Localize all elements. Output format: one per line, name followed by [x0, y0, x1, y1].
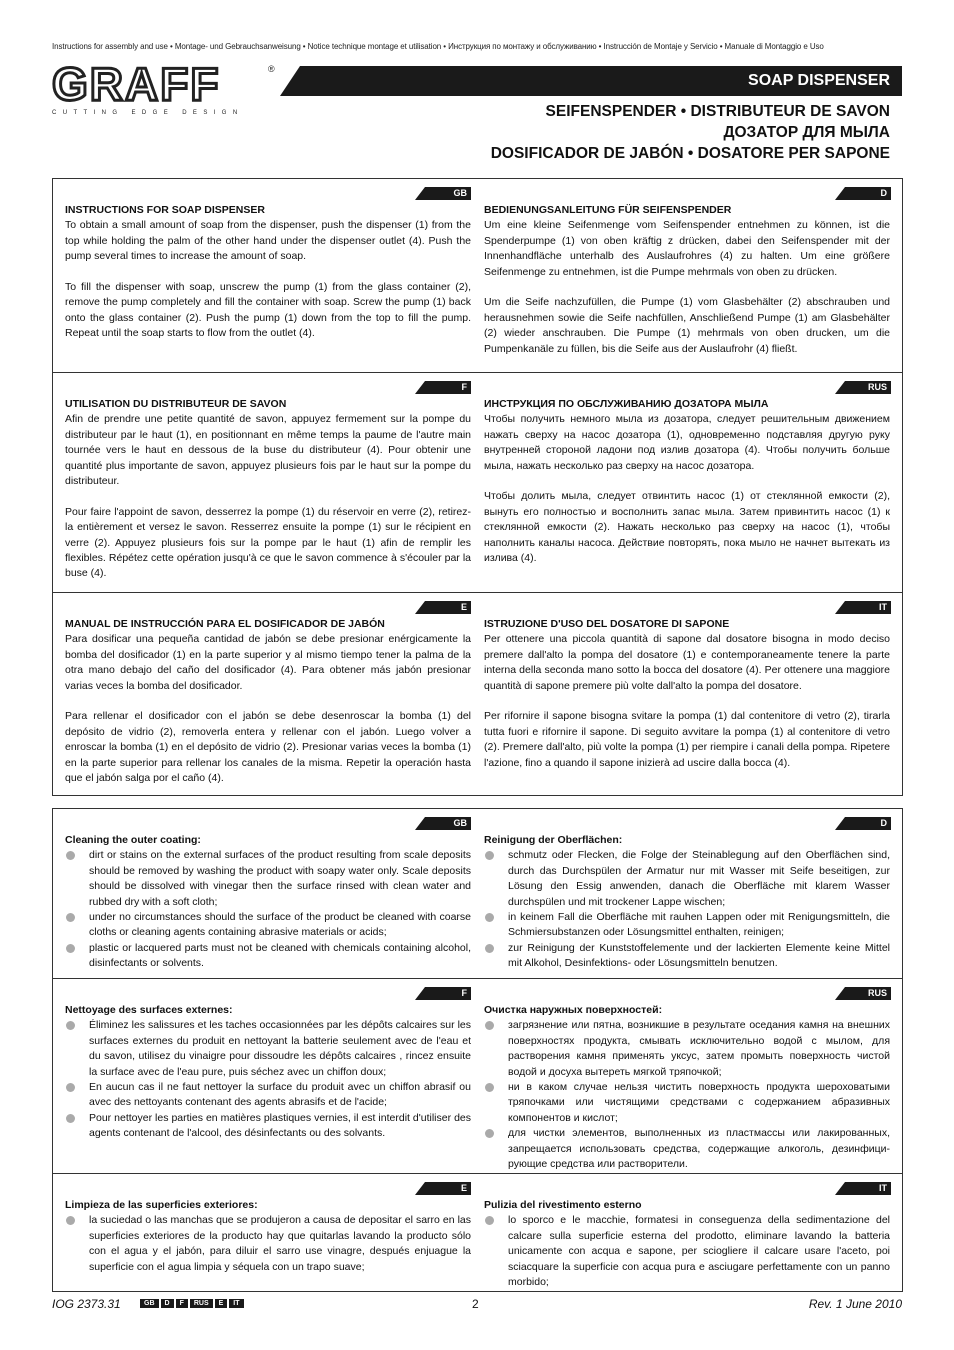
bullet-list [65, 848, 471, 971]
section-heading: ИНСТРУКЦИЯ ПО ОБСЛУЖИВАНИЮ ДОЗАТОРА МЫЛА [484, 398, 769, 410]
paragraph: Per ottenere una piccola quantità di sapone dal dosatore bisogna in modo deciso premere dall'alto la pompa del dosatore (1) e contemporaneamente tenere la parte interna della seconda mano sotto la bocca del dosatore (4). Per ottenere una maggiore quantità di sapone premere più volte dall'alto la pompa del dosatore. [484, 633, 890, 692]
paragraph: To fill the dispenser with soap, unscrew the pump (1) from the glass container (2), remove the pump completely and fill the container with soap. Screw the pump (1) back onto the glass container (2). Push the pump (1) down from the top to fill the pump. Repeat until the soap starts to flow from the outlet (4). [65, 281, 471, 340]
section-heading: Nettoyage des surfaces externes: [65, 1004, 233, 1016]
section-heading: BEDIENUNGSANLEITUNG FÜR SEIFENSPENDER [484, 204, 732, 216]
footer-lang-tag: F [176, 1299, 188, 1308]
document-title-bar [300, 66, 902, 96]
list-item: under no circumstances should the surface of the product be cleaned with coarse cloths or cleaning agents containing abrasive materials or acids; [65, 910, 471, 941]
section-heading: Limpieza de las superficies exteriores: [65, 1199, 258, 1211]
list-item: для чистки элементов, выполненных из пластмассы или лакированных, запрещается использовать средства, содержащие алкоголь, дезинфици-рующие средства или растворители. [484, 1126, 890, 1172]
list-item: ни в каком случае нельзя чистить поверхность продукта шероховатыми тряпочками или чистящими средствами с содержанием абразивных компонентов и кислот; [484, 1080, 890, 1126]
section-heading: Очистка наружных поверхностей: [484, 1004, 663, 1016]
paragraph: Чтобы получить немного мыла из дозатора, следует решительным движением нажать сверху на насос дозатора (1), одновременно подставляя другую руку внутренней стороной ладони под излив дозатора (4). Чтобы получить больше мыла, нажать несколько раз сверху на насос дозатора. [484, 413, 890, 472]
page-number: 2 [472, 1297, 479, 1311]
list-item: in keinem Fall die Oberfläche mit rauhen Lappen oder mit Renigungsmitteln, die Schmiersubstanzen oder Lösungsmittel enthalten, reinigen; [484, 910, 890, 941]
logo-tagline: CUTTING EDGE DESIGN [52, 110, 244, 116]
cleaning-row [53, 979, 902, 1174]
section-heading: MANUAL DE INSTRUCCIÓN PARA EL DOSIFICADOR DE JABÓN [65, 618, 385, 630]
document-subtitles [491, 101, 890, 164]
lang-tag: F [425, 381, 471, 394]
section-heading: Pulizia del rivestimento esterno [484, 1199, 642, 1211]
svg-text:®: ® [268, 64, 275, 74]
paragraph: To obtain a small amount of soap from the dispenser, push the dispenser (1) from the top while holding the palm of the other hand under the dispenser outlet (4). Push the pump several times to increase the amount of soap. [65, 219, 471, 263]
footer-lang-tags [140, 1299, 244, 1308]
lang-tag: D [845, 817, 891, 830]
section-heading: Cleaning the outer coating: [65, 834, 201, 846]
instructions-row [53, 373, 902, 593]
footer-lang-tag: D [161, 1299, 174, 1308]
list-item: загрязнение или пятна, возникшие в результате оседания камня на внешних поверхностях продукта, смывать исключительно водой с мылом, для растворения камня применять уксус, затем промыть поверхность чистой водой и досуха вытереть мягкой тряпочкой; [484, 1018, 890, 1080]
paragraph: Para dosificar una pequeña cantidad de jabón se debe presionar enérgicamente la bomba del dosificador (1) en la parte superior y al mismo tiempo tener la palma de la otra mano debajo del caño del dosificador (4). Para obtener más jabón presionar varias veces la bomba del dosificador. [65, 633, 471, 692]
lang-tag: IT [845, 1182, 891, 1195]
section-heading: INSTRUCTIONS FOR SOAP DISPENSER [65, 204, 265, 216]
paragraph: Um die Seife nachzufüllen, die Pumpe (1) vom Glasbehälter (2) abschrauben und herausnehmen sowie die Seife nachfüllen, Anschließend Pumpe (1) am Glasbehälter (2) wieder anschrauben. Die Pumpe (1) mehrmals von oben drucken, um die Pumpenkanäle zu füllen, bis die Seife aus der Auslaufrohr (4) fließt. [484, 296, 890, 355]
list-item: plastic or lacquered parts must not be cleaned with chemicals containing alcohol, disinfectants or solvents. [65, 941, 471, 972]
lang-tag: F [425, 987, 471, 1000]
list-item: schmutz oder Flecken, die Folge der Steinablegung auf den Oberflächen sind, durch das Durchspülen der Armatur nur mit Wasser mit Seife beseitigen, zur Lösung den Essig anwenden, danach die Oberfläche mit klarem Wasser durchspülen und mit trockener Lappe wischen; [484, 848, 890, 910]
footer-lang-tag: IT [229, 1299, 243, 1308]
paragraph: Чтобы долить мыла, следует отвинтить насос (1) от стеклянной емкости (2), вынуть его полностью и восполнить запас мыла. Затем привинтить насос (1) к стеклянной емкости (2). Нажать несколько раз сверху на насос (1), чтобы наполнить каналы насоса. Действие повторять, пока мыло не начнет вытекать из излива (4). [484, 490, 890, 565]
list-item: En aucun cas il ne faut nettoyer la surface du produit avec un chiffon abrasif ou avec des nettoyants contenant des agents abrasifs et de l'acide; [65, 1080, 471, 1111]
section-heading: Reinigung der Oberflächen: [484, 834, 623, 846]
list-item: Pour nettoyer les parties en matières plastiques vernies, il est interdit d'utiliser des agents contenant de l'alcool, des désinfectants ou des solvants. [65, 1111, 471, 1142]
svg-text:GRAFF: GRAFF [52, 60, 221, 108]
document-title: SOAP DISPENSER [748, 72, 890, 89]
bullet-list [484, 1018, 890, 1172]
lang-tag: RUS [845, 381, 891, 394]
list-item: zur Reinigung der Kunststoffelemente und der lackierten Elemente keine Mittel mit Alkohol, Desinfektions- oder Lösungsmitteln benutzen. [484, 941, 890, 972]
doc-code: IOG 2373.31 [52, 1297, 121, 1311]
revision-date: Rev. 1 June 2010 [808, 1297, 902, 1311]
bullet-list [484, 848, 890, 971]
graff-logo-mark [52, 60, 282, 108]
cleaning-row [53, 809, 902, 979]
subtitle-line: DOSIFICADOR DE JABÓN • DOSATORE PER SAPONE [490, 145, 890, 162]
paragraph: Per rifornire il sapone bisogna svitare la pompa (1) dal contenitore di vetro (2), tirarla tutta fuori e rifornire il sapone. Di seguito avvitare la pompa (1) al contenitore di vetro (2). Premere dall'alto, più volte la pompa (1) per riempire i canali della pompa. Ripetere l'azione, fino a quando il sapone inizierà ad uscire dalla bocca (4). [484, 710, 890, 769]
section-heading: UTILISATION DU DISTRIBUTEUR DE SAVON [65, 398, 287, 410]
paragraph: Afin de prendre une petite quantité de savon, appuyez fermement sur la pompe du distributeur par le haut (1), en positionnant en même temps la paume de l'autre main tournée vers le haut en dessous de la buse du distributeur (4). Pour obtenir une quantité plus importante de savon, appuyez plusieurs fois par le haut sur la pompe du distributeur. [65, 413, 471, 488]
lang-tag: E [425, 1182, 471, 1195]
instructions-row [53, 179, 902, 373]
paragraph: Para rellenar el dosificador con el jabón se debe desenroscar la bomba (1) del depósito de vidrio (2), removerla entera y rellenar con el jabón. Luego volver a enroscar la bomba (1) en el depósito de vidrio (2). Presionar varias veces la bomba (1) en la parte superior para rellenar los canales de la misma. Repetir la operación hasta que el jabón salga por el caño (4). [65, 710, 471, 785]
lang-tag: GB [425, 817, 471, 830]
subtitle-line: ДОЗАТОР ДЛЯ МЫЛА [723, 124, 890, 141]
list-item: Éliminez les salissures et les taches occasionnées par les dépôts calcaires sur les surfaces externes du produit en nettoyant la batterie seulement avec de l'eau et du savon, utilisez du vinaigre pour dissoudre les dépôts calcaires , rincez ensuite la surface avec de l'eau pure, puis séchez avec un chiffon doux; [65, 1018, 471, 1080]
lang-tag: GB [425, 187, 471, 200]
section-heading: ISTRUZIONE D'USO DEL DOSATORE DI SAPONE [484, 618, 730, 630]
list-item: la suciedad o las manchas que se produjeron a causa de depositar el sarro en las superficies exteriores de la producto hay que quitarlas lavando la producto sólo con el agua y el jabón, para diluir el sarro use vinagre, después enjuague la superficie con el agua limpia y séquela con un trapo suave; [65, 1213, 471, 1275]
paragraph: Pour faire l'appoint de savon, desserrez la pompe (1) du réservoir en verre (2), retirez-la entièrement et versez le savon. Resserrez ensuite la pompe (1) sur le récipient en verre (2). Appuyez plusieurs fois sur la pompe par le haut (1) afin de remplir les flexibles. Répétez cette opération jusqu'à ce que le savon commence à s'écouler par la buse (4). [65, 505, 471, 580]
instructions-row [53, 593, 902, 795]
footer-lang-tag: E [215, 1299, 228, 1308]
lang-tag: D [845, 187, 891, 200]
lang-tag: IT [845, 601, 891, 614]
cleaning-row [53, 1174, 902, 1291]
lang-tag: E [425, 601, 471, 614]
paragraph: Um eine kleine Seifenmenge vom Seifenspender entnehmen zu können, ist die Spenderpumpe (1) von oben kräftig z drücken, dabei den Seifenspender mit der Innenhandfläche unterhalb des Auslaufrohres (4) zu halten. Um eine größere Seifenmenge zu entnehmen, ist die Pumpe mehrmals von oben zu drücken. [484, 219, 890, 278]
instructions-box [52, 178, 903, 796]
list-item: dirt or stains on the external surfaces of the product resulting from scale deposits should be removed by washing the product with soapy water only. Scale deposits should be dissolved with vinegar then the surface rinsed with clean water and rubbed dry with a soft cloth; [65, 848, 471, 910]
lang-tag: RUS [845, 987, 891, 1000]
footer-lang-tag: GB [140, 1299, 159, 1308]
footer-lang-tag: RUS [190, 1299, 213, 1308]
header-topline: Instructions for assembly and use • Montage- und Gebrauchsanweisung • Notice technique montage et utilisation • Инструкция по монтажу и обслуживанию • Instrucción de Montaje y Servicio • Manuale di Montaggio e Uso [52, 42, 824, 51]
bullet-list [65, 1213, 471, 1275]
cleaning-box [52, 808, 903, 1292]
bullet-list [484, 1213, 890, 1290]
list-item: lo sporco e le macchie, formatesi in conseguenza della sedimentazione del calcare sulla superficie esterna del prodotto, eliminare lavando la batteria unicamente con acqua e sapone, per sciogliere il calcare usare l'aceto, poi sciacquare la superficie con acqua pura e asciugare perfettamente con un panno morbido; [484, 1213, 890, 1290]
bullet-list [65, 1018, 471, 1141]
subtitle-line: SEIFENSPENDER • DISTRIBUTEUR DE SAVON [545, 103, 890, 120]
